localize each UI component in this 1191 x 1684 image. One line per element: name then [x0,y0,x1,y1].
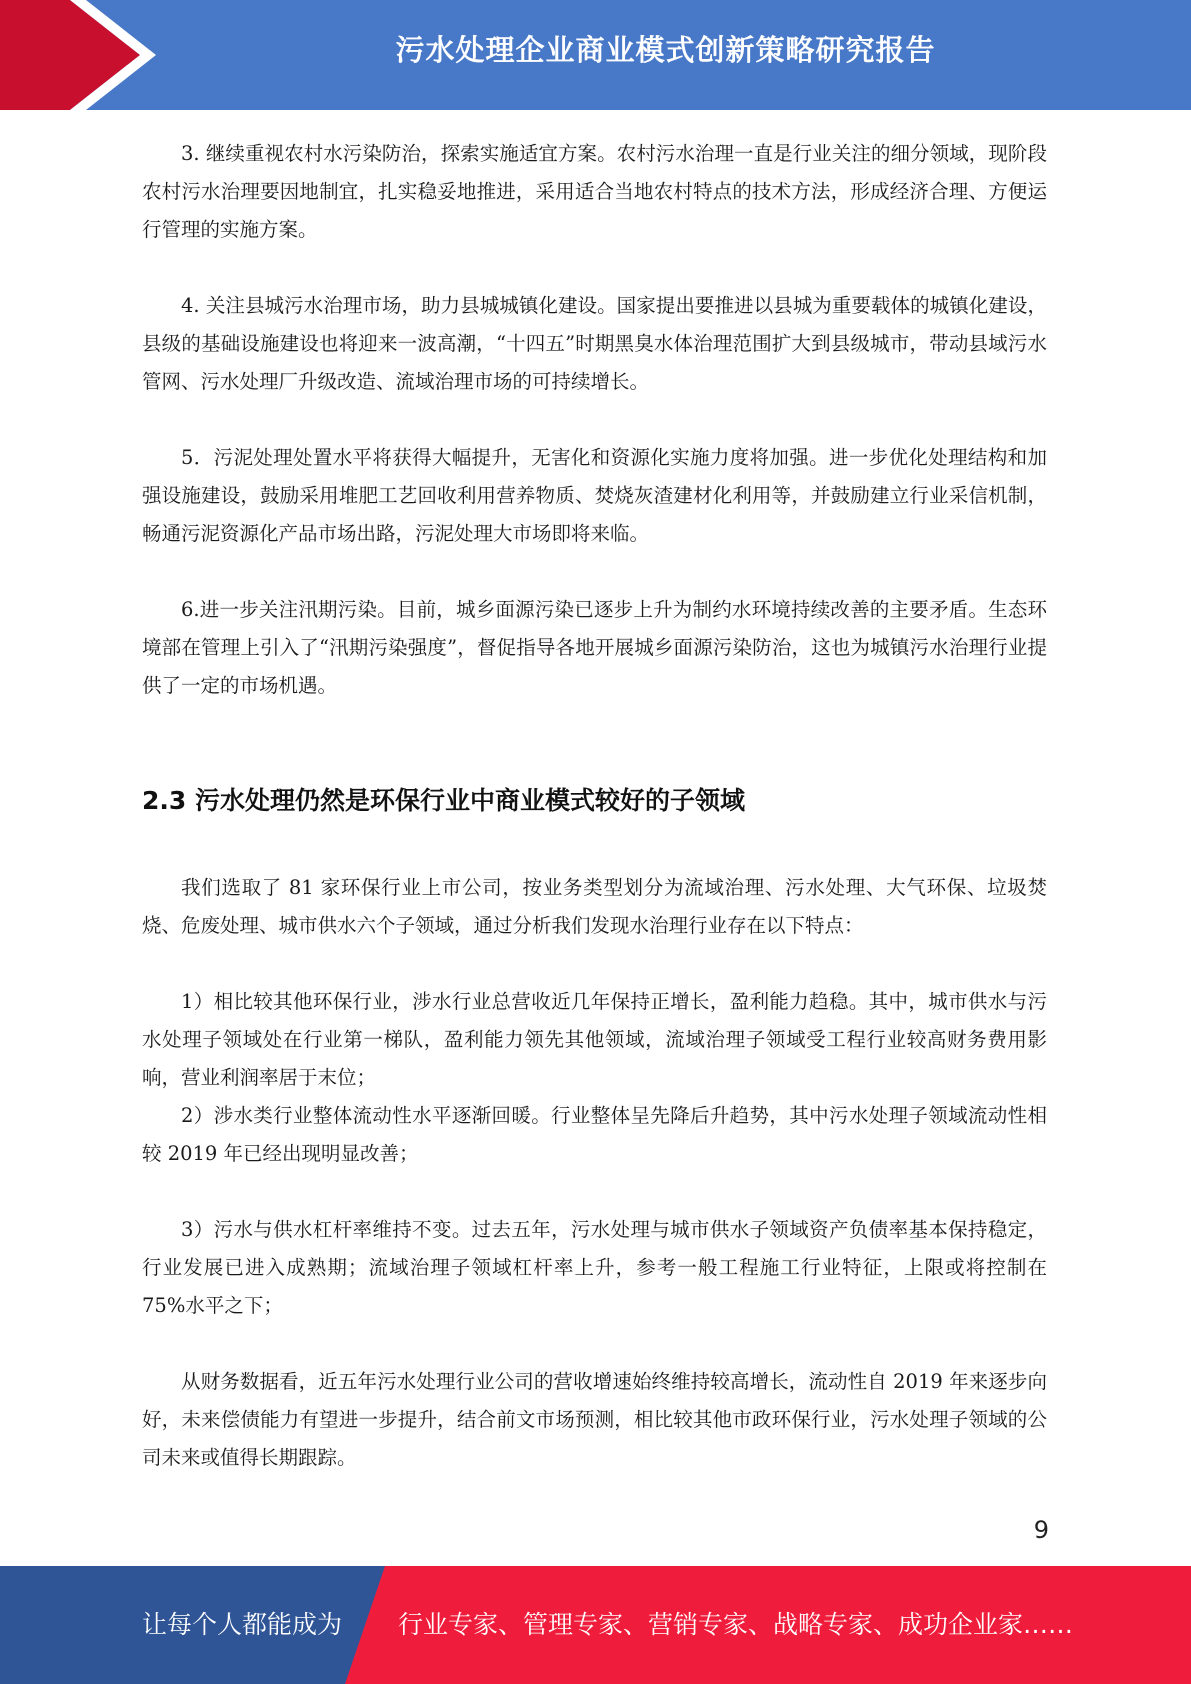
footer-slogan-right: 行业专家、管理专家、营销专家、战略专家、成功企业家…… [398,1610,1074,1639]
paragraph-intro: 我们选取了 81 家环保行业上市公司，按业务类型划分为流域治理、污水处理、大气环保、垃圾焚烧、危废处理、城市供水六个子领域，通过分析我们发现水治理行业存在以下特点： [142,876,1047,937]
page-number: 9 [1033,1516,1049,1544]
paragraph-flood-pollution: 6.进一步关注汛期污染。目前，城乡面源污染已逐步上升为制约水环境持续改善的主要矛盾。生态环境部在管理上引入了“汛期污染强度”，督促指导各地开展城乡面源污染防治，这也为城镇污水治理行业提供了一定的市场机遇。 [142,598,1047,697]
page-header [0,0,1191,110]
paragraph-point-3: 3）污水与供水杠杆率维持不变。过去五年，污水处理与城市供水子领域资产负债率基本保持稳定，行业发展已进入成熟期；流域治理子领域杠杆率上升，参考一般工程施工行业特征，上限或将控制在 75%水平之下； [142,1218,1047,1317]
report-title: 污水处理企业商业模式创新策略研究报告 [395,33,936,67]
section-heading: 2.3 污水处理仍然是环保行业中商业模式较好的子领域 [142,786,745,815]
paragraph-point-1: 1）相比较其他环保行业，涉水行业总营收近几年保持正增长，盈利能力趋稳。其中，城市供水与污水处理子领域处在行业第一梯队，盈利能力领先其他领域，流域治理子领域受工程行业较高财务费用影响，营业利润率居于末位； [142,990,1047,1089]
paragraph-sludge: 5．污泥处理处置水平将获得大幅提升，无害化和资源化实施力度将加强。进一步优化处理结构和加强设施建设，鼓励采用堆肥工艺回收利用营养物质、焚烧灰渣建材化利用等，并鼓励建立行业采信机制，畅通污泥资源化产品市场出路，污泥处理大市场即将来临。 [142,446,1047,545]
paragraph-rural-sewage: 3. 继续重视农村水污染防治，探索实施适宜方案。农村污水治理一直是行业关注的细分领域，现阶段农村污水治理要因地制宜，扎实稳妥地推进，采用适合当地农村特点的技术方法，形成经济合理、方便运行管理的实施方案。 [142,142,1047,241]
header-arrow-decoration [0,0,160,110]
page-footer [0,1566,1191,1684]
footer-slogan-left: 让每个人都能成为 [142,1610,343,1639]
paragraph-conclusion: 从财务数据看，近五年污水处理行业公司的营收增速始终维持较高增长，流动性自 2019 年来逐步向好，未来偿债能力有望进一步提升，结合前文市场预测，相比较其他市政环保行业，污水处理子领域的公司未来或值得长期跟踪。 [142,1370,1047,1469]
paragraph-point-2: 2）涉水类行业整体流动性水平逐渐回暖。行业整体呈先降后升趋势，其中污水处理子领域流动性相较 2019 年已经出现明显改善； [142,1104,1047,1165]
document-body [142,135,1047,1477]
paragraph-county-sewage: 4. 关注县城污水治理市场，助力县城城镇化建设。国家提出要推进以县城为重要载体的城镇化建设，县级的基础设施建设也将迎来一波高潮，“十四五”时期黑臭水体治理范围扩大到县级城市，带动县域污水管网、污水处理厂升级改造、流域治理市场的可持续增长。 [142,294,1047,393]
